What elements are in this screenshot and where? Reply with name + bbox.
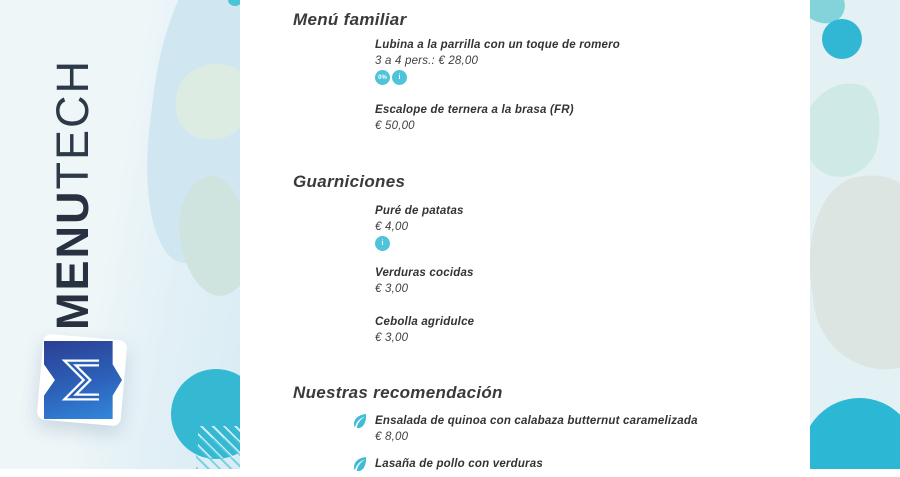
leaf-icon: [352, 413, 368, 429]
item-name: Ensalada de quinoa con calabaza butternut caramelizada: [375, 415, 698, 427]
brand-word-menu: MENU: [47, 189, 98, 330]
menu-item: [375, 316, 474, 344]
item-name: Cebolla agridulce: [375, 316, 475, 328]
item-name: Escalope de ternera a la brasa (FR): [375, 104, 574, 116]
menu-item: [375, 267, 474, 295]
section-title: Menú familiar: [293, 10, 407, 29]
item-name: Puré de patatas: [375, 205, 464, 217]
decor-teal-circle: [810, 398, 900, 469]
item-name: Lasaña de pollo con verduras: [375, 458, 543, 470]
item-badges: [375, 70, 620, 85]
logo-badge: [44, 341, 122, 419]
decor-right-strip: [810, 0, 900, 469]
section-title: Nuestras recomendación: [293, 383, 503, 402]
brand-word-tech: TECH: [47, 59, 98, 190]
brand-logo: [36, 331, 130, 429]
decor-leaf-blob: [810, 75, 889, 184]
section-title: Guarniciones: [293, 172, 406, 191]
item-price: € 3,00: [375, 283, 409, 295]
item-name: Verduras cocidas: [375, 267, 474, 279]
item-price: € 4,00: [375, 221, 409, 233]
info-badge-icon[interactable]: i: [392, 70, 407, 85]
brand-sidebar: [0, 0, 240, 469]
item-price: € 8,00: [375, 431, 409, 443]
leaf-icon: [352, 456, 368, 472]
sigma-icon: [60, 355, 106, 405]
menu-item: [375, 415, 698, 443]
decor-teal-circle: [822, 19, 862, 59]
menu-item: [375, 458, 543, 470]
item-name: Lubina a la parrilla con un toque de romero: [375, 39, 621, 51]
brand-wordmark: [47, 44, 98, 330]
decor-gray-blob: [810, 167, 900, 379]
menu-item: [375, 205, 464, 251]
item-price: 3 a 4 pers.: € 28,00: [375, 55, 479, 67]
menu-page: [240, 0, 810, 469]
item-badges: [375, 236, 464, 251]
decor-hatch-pattern: [196, 438, 240, 469]
percent-badge-icon[interactable]: 0%: [375, 70, 390, 85]
menu-item: [375, 39, 620, 85]
item-price: € 50,00: [375, 120, 415, 132]
menu-item: [375, 104, 574, 132]
info-badge-icon[interactable]: i: [375, 236, 390, 251]
item-price: € 3,00: [375, 332, 409, 344]
